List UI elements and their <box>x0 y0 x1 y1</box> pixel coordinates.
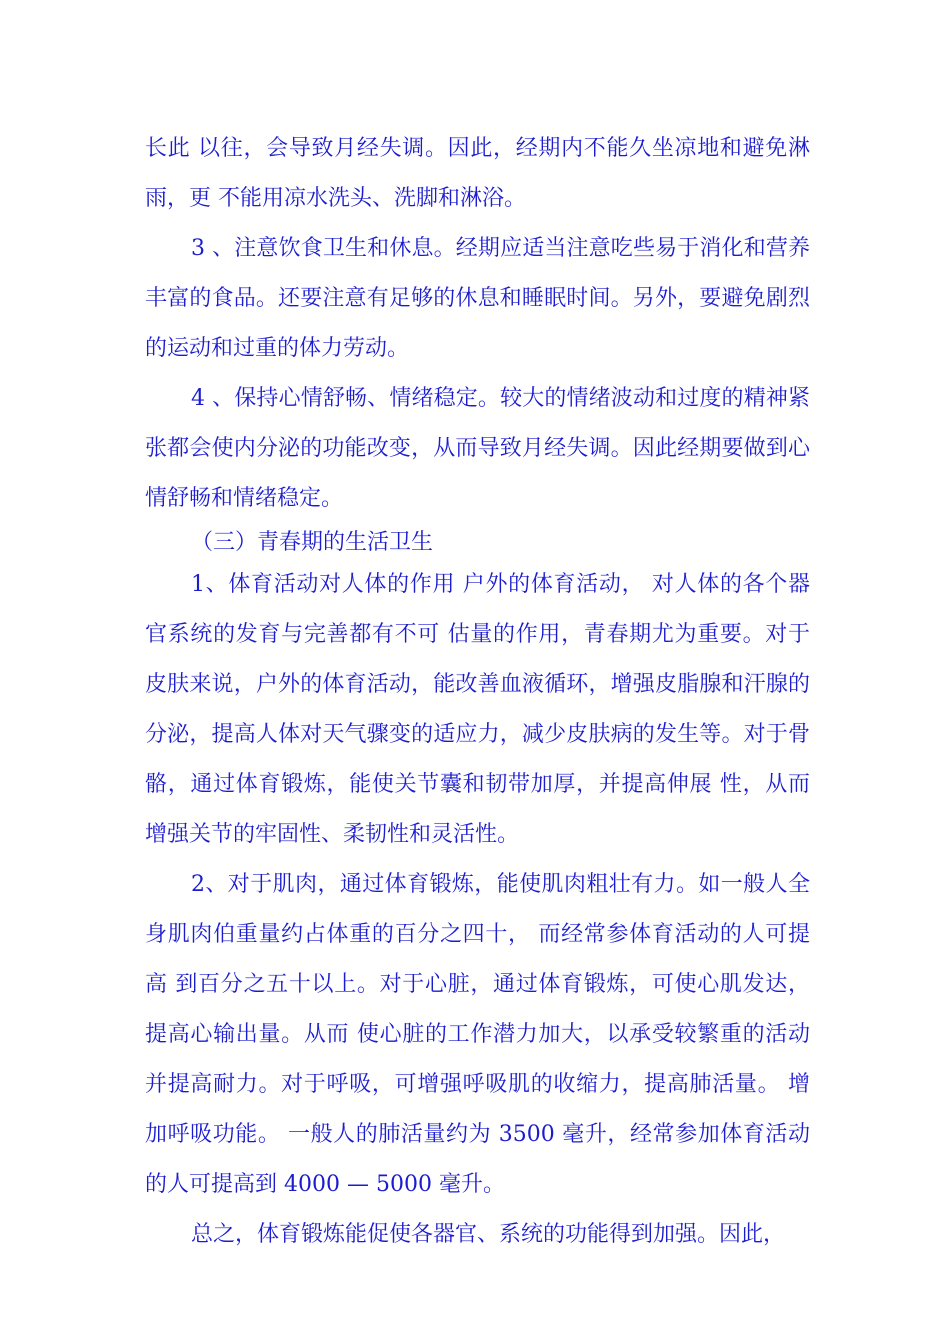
document-body <box>145 124 810 1260</box>
paragraph-menstrual-cold: 长此 以往，会导致月经失调。因此，经期内不能久坐凉地和避免淋雨，更 不能用凉水洗头、洗脚和淋浴。 <box>145 136 810 211</box>
paragraph-sports-effects: 1、体育活动对人体的作用 户外的体育活动， 对人体的各个器官系统的发育与完善都有不可 估量的作用，青春期尤为重要。对于皮肤来说，户外的体育活动，能改善血液循环，增强皮脂腺和汗腺的分泌，提高人体对天气骤变的适应力，减少皮肤病的发生等。对于骨骼，通过体育锻炼，能使关节囊和韧带加厚，并提高伸展 性，从而增强关节的牢固性、柔韧性和灵活性。 <box>145 572 810 847</box>
paragraph-diet-rest: 3 、注意饮食卫生和休息。经期应适当注意吃些易于消化和营养 丰富的食品。还要注意有足够的休息和睡眠时间。另外，要避免剧烈 的运动和过重的体力劳动。 <box>145 236 810 361</box>
paragraph-mood: 4 、保持心情舒畅、情绪稳定。较大的情绪波动和过度的精神紧 张都会使内分泌的功能改变，从而导致月经失调。因此经期要做到心 情舒畅和情绪稳定。 <box>145 386 810 511</box>
paragraph-conclusion: 总之，体育锻炼能促使各器官、系统的功能得到加强。因此， <box>191 1222 786 1247</box>
section-heading: （三）青春期的生活卫生 <box>191 530 434 555</box>
paragraph-muscle-heart-lungs: 2、对于肌肉，通过体育锻炼，能使肌肉粗壮有力。如一般人全 身肌肉伯重量约占体重的百分之四十， 而经常参体育活动的人可提高 到百分之五十以上。对于心脏，通过体育锻炼，可使心肌发达，提高心输出量。从而 使心脏的工作潜力加大，以承受较繁重的活动并提高耐力。对于呼吸，可增强呼吸肌的收缩力，提高肺活量。 增加呼吸功能。 一般人的肺活量约为 3500 毫升，经常参加体育活动的人可提高到 4000 — 5000 毫升。 <box>145 872 810 1197</box>
